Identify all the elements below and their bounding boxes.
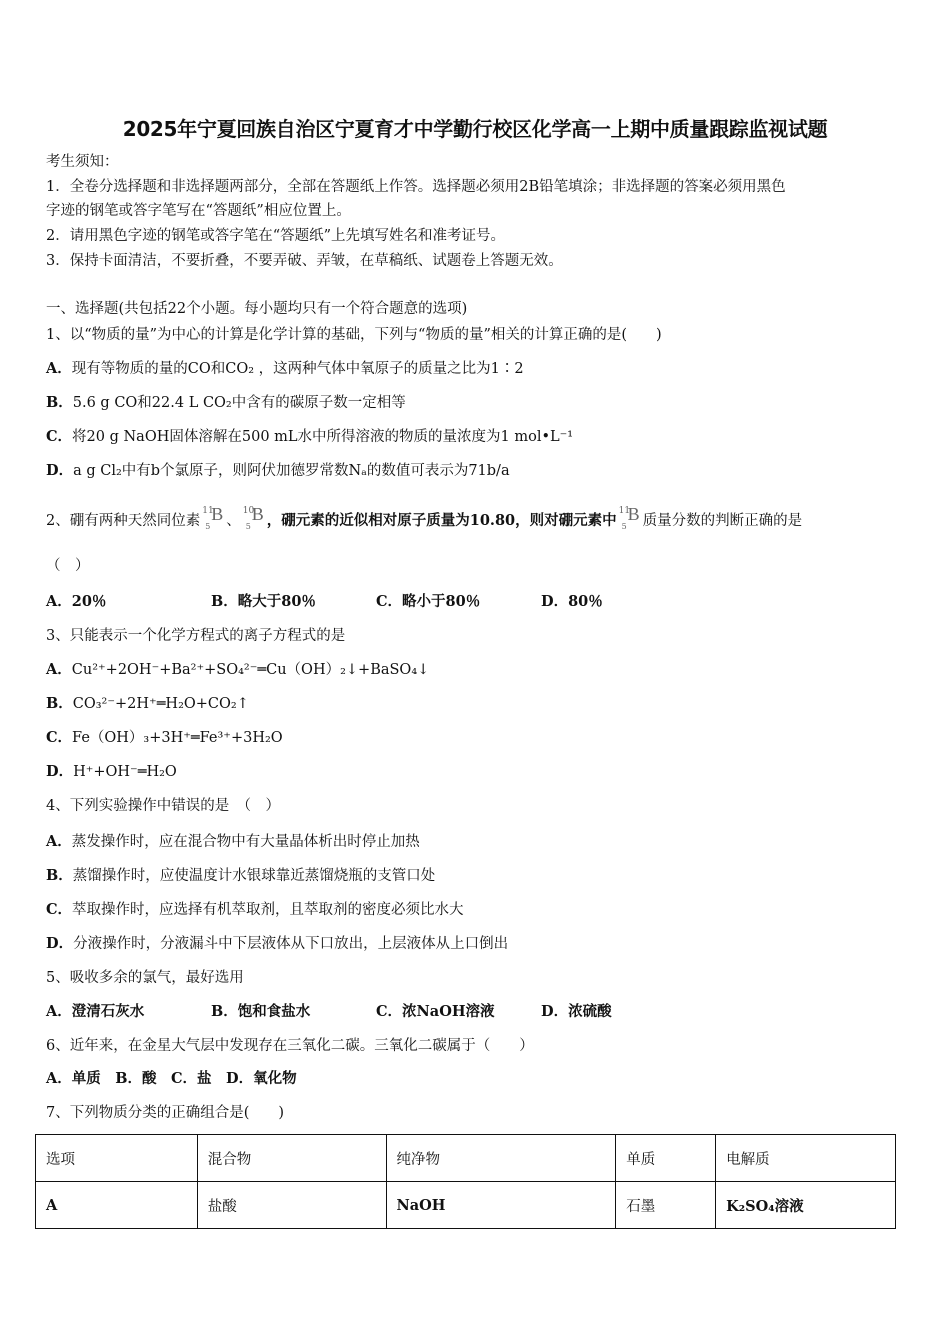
question-5-option-d: D．浓硫酸 bbox=[541, 1003, 612, 1020]
question-6-options: A．单质 B．酸 C．盐 D．氧化物 bbox=[46, 1070, 297, 1087]
table-header-cell: 电解质 bbox=[716, 1135, 896, 1182]
section-heading: 一、选择题(共包括22个小题。每小题均只有一个符合题意的选项) bbox=[46, 301, 468, 317]
question-6-stem: 6、近年来，在金星大气层中发现存在三氧化二碳。三氧化二碳属于（ ） bbox=[46, 1038, 534, 1054]
question-4-option-d: D．分液操作时，分液漏斗中下层液体从下口放出，上层液体从上口倒出 bbox=[46, 935, 509, 952]
question-3-stem: 3、只能表示一个化学方程式的离子方程式的是 bbox=[46, 628, 346, 644]
question-1-option-c: C．将20 g NaOH固体溶解在500 mL水中所得溶液的物质的量浓度为1 mol•L⁻¹ bbox=[46, 428, 574, 445]
table-header-cell: 混合物 bbox=[197, 1135, 386, 1182]
question-7-stem: 7、下列物质分类的正确组合是( ) bbox=[46, 1105, 285, 1121]
notice-item: 2．请用黑色字迹的钢笔或答字笔在“答题纸”上先填写姓名和准考证号。 bbox=[46, 228, 506, 244]
question-3-option-c: C．Fe（OH）₃+3H⁺═Fe³⁺+3H₂O bbox=[46, 729, 283, 746]
table-header-cell: 选项 bbox=[36, 1135, 198, 1182]
question-5-option-c: C．浓NaOH溶液 bbox=[376, 1003, 495, 1020]
table-cell: A bbox=[36, 1182, 198, 1229]
notice-item: 1．全卷分选择题和非选择题两部分，全部在答题纸上作答。选择题必须用2B铅笔填涂；非选择题的答案必须用黑色 bbox=[46, 179, 786, 195]
question-4-option-b: B．蒸馏操作时，应使温度计水银球靠近蒸馏烧瓶的支管口处 bbox=[46, 867, 436, 884]
question-2-option-a: A．20％ bbox=[46, 593, 107, 610]
question-2-stem: 2、硼有两种天然同位素 11 5 B 、 10 5 B ，硼元素的近似相对原子质量为10.80，则对硼元素中 11 5 B 质量分数的判断正确的是 bbox=[46, 504, 803, 531]
question-4-stem: 4、下列实验操作中错误的是 （ ） bbox=[46, 798, 280, 814]
question-2-paren: （ ） bbox=[46, 558, 90, 574]
question-3-option-b: B．CO₃²⁻+2H⁺═H₂O+CO₂↑ bbox=[46, 695, 249, 712]
question-1-option-a: A．现有等物质的量的CO和CO₂ ，这两种气体中氧原子的质量之比为1∶2 bbox=[46, 360, 524, 377]
table-row bbox=[36, 1182, 896, 1229]
notice-heading: 考生须知： bbox=[46, 154, 119, 170]
table-header-cell: 纯净物 bbox=[386, 1135, 616, 1182]
notice-item: 3．保持卡面清洁，不要折叠，不要弄破、弄皱，在草稿纸、试题卷上答题无效。 bbox=[46, 253, 563, 269]
question-1-stem: 1、以“物质的量”为中心的计算是化学计算的基础，下列与“物质的量”相关的计算正确的是( ) bbox=[46, 327, 662, 343]
question-1-option-b: B．5.6 g CO和22.4 L CO₂中含有的碳原子数一定相等 bbox=[46, 394, 406, 411]
question-2-option-b: B．略大于80％ bbox=[211, 593, 316, 610]
isotope-b10: 10 5 B bbox=[242, 504, 264, 531]
question-2-option-c: C．略小于80％ bbox=[376, 593, 481, 610]
table-cell: 石墨 bbox=[616, 1182, 716, 1229]
isotope-b11: 11 5 B bbox=[618, 504, 640, 531]
table-header-cell: 单质 bbox=[616, 1135, 716, 1182]
notice-item: 字迹的钢笔或答字笔写在“答题纸”相应位置上。 bbox=[46, 203, 351, 219]
question-3-option-d: D．H⁺+OH⁻═H₂O bbox=[46, 763, 177, 780]
isotope-b11: 11 5 B bbox=[202, 504, 224, 531]
question-5-option-b: B．饱和食盐水 bbox=[211, 1003, 311, 1020]
table-cell: 盐酸 bbox=[197, 1182, 386, 1229]
table-cell: K₂SO₄溶液 bbox=[716, 1182, 896, 1229]
question-3-option-a: A．Cu²⁺+2OH⁻+Ba²⁺+SO₄²⁻═Cu（OH）₂↓+BaSO₄↓ bbox=[46, 661, 430, 678]
page-title: 2025年宁夏回族自治区宁夏育才中学勤行校区化学高一上期中质量跟踪监视试题 bbox=[122, 117, 828, 141]
table-header-row bbox=[36, 1135, 896, 1182]
question-5-stem: 5、吸收多余的氯气，最好选用 bbox=[46, 970, 244, 986]
question-5-option-a: A．澄清石灰水 bbox=[46, 1003, 145, 1020]
question-2-option-d: D．80％ bbox=[541, 593, 603, 610]
table-cell: NaOH bbox=[386, 1182, 616, 1229]
question-4-option-c: C．萃取操作时，应选择有机萃取剂，且萃取剂的密度必须比水大 bbox=[46, 901, 464, 918]
question-1-option-d: D．a g Cl₂中有b个氯原子，则阿伏加德罗常数Nₐ的数值可表示为71b/a bbox=[46, 462, 510, 479]
classification-table bbox=[35, 1134, 896, 1229]
question-4-option-a: A．蒸发操作时，应在混合物中有大量晶体析出时停止加热 bbox=[46, 833, 420, 850]
